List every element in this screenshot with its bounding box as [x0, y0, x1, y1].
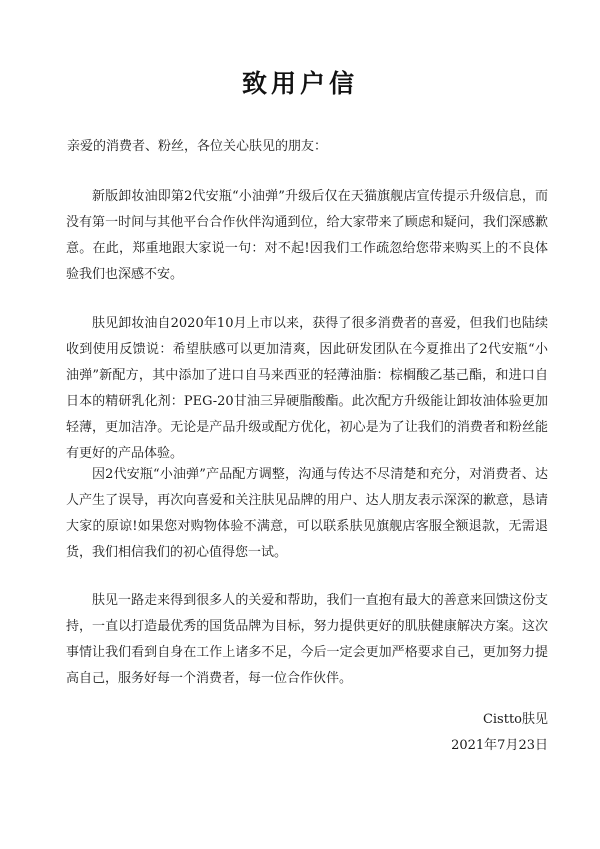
- letter-paragraph: 因2代安瓶“小油弹”产品配方调整，沟通与传达不尽清楚和充分，对消费者、达人产生了误导，再次向喜爱和关注肤见品牌的用户、达人朋友表示深深的歉意，恳请大家的原谅!如果您对购物体验不满意，可以联系肤见旗舰店客服全额退款，无需退货，我们相信我们的初心值得您一试。: [66, 467, 548, 560]
- letter-paragraph: 新版卸妆油即第2代安瓶“小油弹”升级后仅在天猫旗舰店宣传提示升级信息，而没有第一时间与其他平台合作伙伴沟通到位，给大家带来了顾虑和疑问，我们深感歉意。在此，郑重地跟大家说一句：对不起!因我们工作疏忽给您带来购买上的不良体验我们也深感不安。: [66, 189, 548, 282]
- letter-salutation: 亲爱的消费者、粉丝，各位关心肤见的朋友：: [67, 139, 328, 154]
- letter-paragraph: 肤见一路走来得到很多人的关爱和帮助，我们一直抱有最大的善意来回馈这份支持，一直以打造最优秀的国货品牌为目标，努力提供更好的肌肤健康解决方案。这次事情让我们看到自身在工作上诸多不足，今后一定会更加严格要求自己，更加努力提高自己，服务好每一个消费者，每一位合作伙伴。: [66, 593, 548, 686]
- letter-paragraph: 肤见卸妆油自2020年10月上市以来，获得了很多消费者的喜爱，但我们也陆续收到使用反馈说：希望肤感可以更加清爽，因此研发团队在今夏推出了2代安瓶“小油弹”新配方，其中添加了进口自马来西亚的轻薄油脂：棕榈酸乙基己酯，和进口自日本的精研乳化剂：PEG-20甘油三异硬脂酸酯。此次配方升级能让卸妆油体验更加轻薄，更加洁净。无论是产品升级或配方优化，初心是为了让我们的消费者和粉丝能有更好的产品体验。: [66, 316, 548, 461]
- letter-signature: Cistto肤见: [482, 712, 548, 727]
- letter-title: 致用户信: [241, 69, 358, 98]
- letter-date: 2021年7月23日: [451, 738, 548, 753]
